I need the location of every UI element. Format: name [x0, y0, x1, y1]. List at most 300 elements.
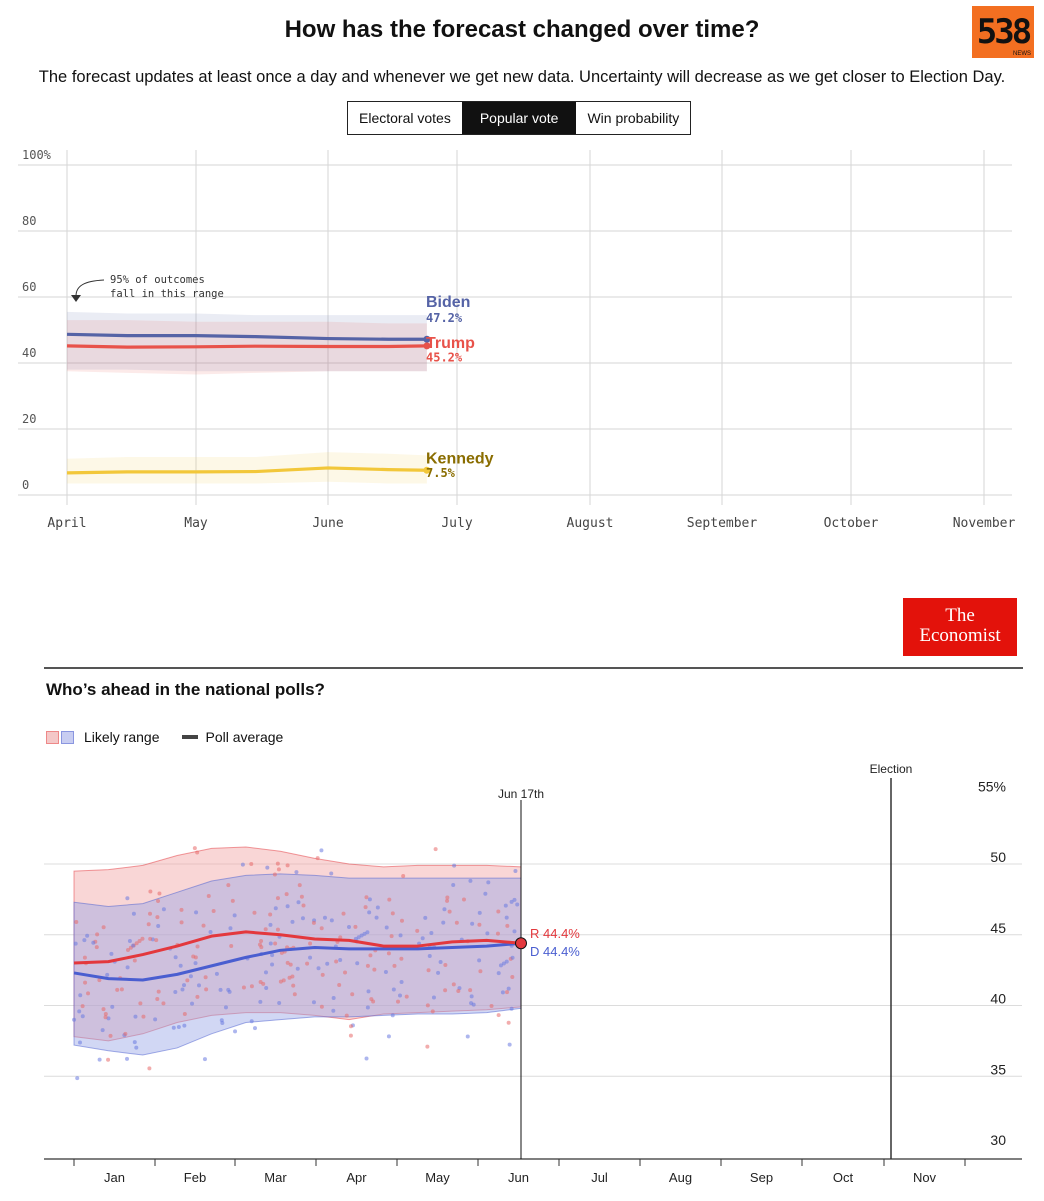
legend-swatch-red [46, 731, 59, 744]
marker-label-jun17: Jun 17th [497, 787, 545, 801]
poll-dot [470, 994, 474, 998]
poll-dot [276, 928, 280, 932]
poll-dot [425, 1045, 429, 1049]
poll-dot [190, 1002, 194, 1006]
poll-dot [120, 987, 124, 991]
y-tick-label: 35 [990, 1061, 1006, 1078]
poll-dot [334, 959, 338, 963]
poll-dot [182, 1024, 186, 1028]
poll-dot [85, 934, 89, 938]
tab-win-probability[interactable]: Win probability [576, 102, 690, 134]
poll-dot [319, 848, 323, 852]
poll-dot [162, 907, 166, 911]
poll-dot [229, 944, 233, 948]
poll-dot [431, 1009, 435, 1013]
legend-line-swatch [182, 735, 198, 739]
chart-title-economist: Who’s ahead in the national polls? [46, 680, 325, 699]
poll-dot [224, 1005, 228, 1009]
poll-dot [366, 964, 370, 968]
legend-likely-range: Likely range [84, 729, 160, 745]
poll-dot [81, 1004, 85, 1008]
y-tick-label: 40 [990, 990, 1006, 1007]
x-tick-label: June [312, 516, 344, 531]
poll-dot [133, 1015, 137, 1019]
poll-dot [308, 956, 312, 960]
poll-dot [106, 1058, 110, 1062]
poll-dot [293, 992, 297, 996]
poll-dot [462, 898, 466, 902]
poll-dot [368, 953, 372, 957]
series-name-label: Trump [426, 335, 475, 353]
y-tick-label: 0 [22, 478, 30, 492]
poll-dot [400, 980, 404, 984]
poll-dot [376, 905, 380, 909]
poll-dot [353, 925, 357, 929]
poll-dot [173, 990, 177, 994]
poll-dot [101, 1028, 105, 1032]
poll-dot [445, 899, 449, 903]
poll-dot [98, 1058, 102, 1062]
poll-dot [399, 933, 403, 937]
x-tick-label: Jul [591, 1170, 608, 1185]
poll-dot [183, 1012, 187, 1016]
poll-dot [486, 880, 490, 884]
poll-dot [78, 993, 82, 997]
poll-dot [504, 904, 508, 908]
poll-dot [478, 911, 482, 915]
poll-dot [147, 1066, 151, 1070]
poll-dot [396, 1000, 400, 1004]
poll-dot [203, 1057, 207, 1061]
poll-dot [155, 915, 159, 919]
poll-dot [215, 972, 219, 976]
series-name-label: Kennedy [426, 450, 494, 468]
poll-dot [400, 919, 404, 923]
poll-dot [434, 847, 438, 851]
poll-dot [194, 955, 198, 959]
poll-dot [512, 929, 516, 933]
poll-dot [312, 921, 316, 925]
poll-dot [132, 912, 136, 916]
poll-dot [264, 927, 268, 931]
x-tick-label: Nov [912, 1170, 937, 1185]
poll-dot [228, 990, 232, 994]
view-tabs [347, 101, 691, 135]
chart-subtitle-538: The forecast updates at least once a day and whenever we get new data. Uncertainty will decrease as we get closer to Election Day. [38, 68, 1006, 86]
poll-dot [153, 1017, 157, 1021]
x-tick-label: July [441, 516, 473, 531]
poll-dot [349, 1034, 353, 1038]
poll-dot [325, 962, 329, 966]
poll-dot [126, 965, 130, 969]
x-tick-label: Apr [346, 1170, 367, 1185]
poll-dot [466, 1035, 470, 1039]
poll-dot [345, 1014, 349, 1018]
poll-dot [290, 920, 294, 924]
poll-dot [392, 988, 396, 992]
logo-economist [903, 598, 1017, 656]
poll-dot [83, 956, 87, 960]
poll-dot [426, 1003, 430, 1007]
poll-dot [367, 989, 371, 993]
poll-dot [249, 862, 253, 866]
y-tick-label: 100% [22, 148, 51, 162]
poll-dot [477, 958, 481, 962]
poll-dot [375, 916, 379, 920]
y-tick-label: 45 [990, 919, 1006, 936]
poll-dot [405, 995, 409, 999]
x-tick-label: August [566, 516, 614, 531]
poll-dot [274, 906, 278, 910]
poll-dot [156, 924, 160, 928]
poll-dot [155, 997, 159, 1001]
poll-dot [250, 984, 254, 988]
poll-dot [401, 874, 405, 878]
poll-dot [241, 863, 245, 867]
poll-dot [259, 939, 263, 943]
poll-dot [125, 1057, 129, 1061]
poll-dot [421, 936, 425, 940]
poll-dot [95, 932, 99, 936]
poll-dot [179, 964, 183, 968]
poll-dot [172, 1026, 176, 1030]
poll-dot [231, 899, 235, 903]
poll-dot [253, 1026, 257, 1030]
poll-dot [109, 952, 113, 956]
poll-dot [115, 988, 119, 992]
x-tick-label: Jan [104, 1170, 125, 1185]
poll-dot [133, 958, 137, 962]
poll-dot [286, 863, 290, 867]
poll-dot [109, 1034, 113, 1038]
poll-dot [259, 980, 263, 984]
x-tick-label: Jun [508, 1170, 529, 1185]
poll-dot [128, 939, 132, 943]
poll-dot [331, 1009, 335, 1013]
poll-dot [505, 924, 509, 928]
poll-dot [148, 912, 152, 916]
series-value-label: 7.5% [426, 465, 455, 480]
forecast-chart-538 [0, 140, 1044, 540]
poll-dot [252, 911, 256, 915]
poll-dot [439, 960, 443, 964]
poll-dot [317, 966, 321, 970]
poll-dot [226, 883, 230, 887]
annotation-arrow [76, 280, 104, 296]
divider-rule [44, 667, 1023, 669]
poll-dot [387, 1034, 391, 1038]
poll-dot [277, 867, 281, 871]
poll-dot [501, 990, 505, 994]
poll-dot [273, 942, 277, 946]
poll-dot [212, 909, 216, 913]
poll-dot [156, 899, 160, 903]
poll-dot [185, 978, 189, 982]
poll-dot [302, 904, 306, 908]
series-line-trump [67, 346, 427, 347]
poll-dot [367, 910, 371, 914]
poll-dot [104, 1012, 108, 1016]
poll-dot [448, 910, 452, 914]
x-tick-label: Sep [749, 1170, 774, 1185]
series-value-label: 45.2% [426, 350, 463, 365]
poll-dot [195, 850, 199, 854]
poll-dot [204, 975, 208, 979]
poll-dot [387, 951, 391, 955]
poll-dot [194, 961, 198, 965]
poll-dot [250, 1019, 254, 1023]
poll-dot [365, 1057, 369, 1061]
poll-dot [91, 941, 95, 945]
poll-dot [102, 925, 106, 929]
poll-dot [455, 921, 459, 925]
poll-dot [289, 963, 293, 967]
poll-dot [349, 1024, 353, 1028]
poll-dot [242, 985, 246, 989]
poll-dot [140, 937, 144, 941]
poll-dot [316, 856, 320, 860]
poll-dot [415, 929, 419, 933]
poll-dot [330, 918, 334, 922]
poll-dot [74, 920, 78, 924]
poll-dot [350, 992, 354, 996]
poll-dot [366, 1005, 370, 1009]
poll-dot [193, 846, 197, 850]
poll-dot [469, 1001, 473, 1005]
poll-dot [270, 963, 274, 967]
poll-dot [507, 987, 511, 991]
y-tick-label: 50 [990, 849, 1006, 865]
logo-538-news: NEWS [1013, 51, 1031, 57]
poll-dot [209, 930, 213, 934]
poll-dot [196, 944, 200, 948]
logo-538-text: 538 [976, 12, 1030, 52]
marker-label-election: Election [869, 762, 913, 776]
poll-dot [123, 1032, 127, 1036]
poll-dot [337, 983, 341, 987]
x-tick-label: May [184, 516, 208, 531]
poll-dot [365, 930, 369, 934]
x-tick-label: November [952, 516, 1016, 531]
poll-dot [264, 970, 268, 974]
poll-dot [180, 920, 184, 924]
poll-dot [505, 916, 509, 920]
poll-dot [398, 993, 402, 997]
poll-dot [264, 986, 268, 990]
end-label-r: R 44.4% [530, 926, 580, 942]
poll-dot [157, 892, 161, 896]
poll-dot [442, 907, 446, 911]
poll-dot [338, 958, 342, 962]
poll-dot [478, 969, 482, 973]
poll-dot [321, 973, 325, 977]
poll-dot [75, 1076, 79, 1080]
poll-dot [485, 931, 489, 935]
poll-dot [177, 1025, 181, 1029]
y-tick-label: 30 [990, 1132, 1006, 1148]
poll-dot [355, 961, 359, 965]
poll-dot [95, 945, 99, 949]
poll-dot [510, 975, 514, 979]
poll-dot [290, 974, 294, 978]
poll-dot [282, 978, 286, 982]
poll-dot [428, 954, 432, 958]
poll-dot [312, 1000, 316, 1004]
poll-dot [204, 987, 208, 991]
poll-dot [399, 957, 403, 961]
x-tick-label: October [823, 516, 879, 531]
poll-dot [390, 934, 394, 938]
poll-dot [138, 1001, 142, 1005]
tab-popular-vote[interactable]: Popular vote [462, 102, 577, 134]
poll-dot [110, 1005, 114, 1009]
poll-dot [74, 942, 78, 946]
logo-economist-line1: The [945, 605, 975, 626]
poll-dot [496, 932, 500, 936]
x-tick-label: Oct [832, 1170, 854, 1185]
x-tick-label: Mar [264, 1170, 287, 1185]
poll-dot [258, 1000, 262, 1004]
poll-dot [308, 941, 312, 945]
annotation-line-1: 95% of outcomes [110, 274, 205, 286]
x-tick-label: September [686, 516, 758, 531]
poll-dot [161, 1001, 165, 1005]
poll-dot [291, 984, 295, 988]
x-tick-label: May [425, 1170, 450, 1185]
poll-dot [182, 983, 186, 987]
poll-dot [477, 923, 481, 927]
poll-dot [470, 922, 474, 926]
poll-dot [273, 872, 277, 876]
poll-dot [154, 938, 158, 942]
poll-dot [141, 1015, 145, 1019]
poll-dot [174, 955, 178, 959]
poll-dot [202, 924, 206, 928]
poll-dot [228, 926, 232, 930]
poll-dot [443, 963, 447, 967]
poll-dot [269, 942, 273, 946]
poll-dot [268, 923, 272, 927]
y-tick-label: 40 [22, 346, 37, 360]
y-tick-label: 55% [977, 778, 1006, 795]
poll-dot [189, 974, 193, 978]
poll-dot [452, 864, 456, 868]
annotation-line-2: fall in this range [110, 288, 224, 300]
polls-chart-economist [0, 750, 1044, 1200]
poll-dot [180, 987, 184, 991]
poll-dot [384, 970, 388, 974]
poll-dot [432, 995, 436, 999]
end-label-d: D 44.4% [530, 944, 580, 960]
poll-dot [83, 981, 87, 985]
poll-dot [86, 991, 90, 995]
tab-electoral-votes[interactable]: Electoral votes [348, 102, 462, 134]
x-tick-label: Aug [668, 1170, 693, 1185]
logo-538 [972, 6, 1034, 58]
poll-dot [298, 883, 302, 887]
poll-dot [392, 964, 396, 968]
logo-economist-line2: Economist [919, 624, 1001, 646]
series-value-label: 47.2% [426, 310, 463, 325]
poll-dot [497, 971, 501, 975]
poll-dot [510, 1007, 514, 1011]
poll-dot [387, 898, 391, 902]
poll-dot [490, 1004, 494, 1008]
y-tick-label: 60 [22, 280, 37, 294]
poll-dot [148, 937, 152, 941]
poll-dot [233, 913, 237, 917]
poll-dot [134, 1046, 138, 1050]
poll-dot [368, 897, 372, 901]
poll-dot [265, 866, 269, 870]
poll-dot [452, 982, 456, 986]
poll-dot [507, 1021, 511, 1025]
poll-dot [77, 1009, 81, 1013]
poll-dot [305, 962, 309, 966]
poll-dot [133, 1040, 137, 1044]
poll-dot [276, 862, 280, 866]
poll-dot [157, 990, 161, 994]
poll-dot [220, 1021, 224, 1025]
endpoint-dot [516, 938, 527, 949]
poll-dot [195, 995, 199, 999]
poll-dot [496, 909, 500, 913]
poll-dot [258, 943, 262, 947]
poll-dot [219, 988, 223, 992]
poll-dot [456, 989, 460, 993]
poll-dot [300, 895, 304, 899]
poll-dot [391, 911, 395, 915]
poll-dot [364, 895, 368, 899]
poll-dot [320, 1005, 324, 1009]
poll-dot [443, 988, 447, 992]
poll-dot [505, 990, 509, 994]
poll-dot [294, 870, 298, 874]
annotation-arrowhead [71, 295, 81, 302]
y-tick-label: 20 [22, 412, 37, 426]
legend-poll-average: Poll average [205, 729, 284, 745]
poll-dot [207, 894, 211, 898]
poll-dot [296, 967, 300, 971]
poll-dot [332, 996, 336, 1000]
poll-dot [148, 889, 152, 893]
poll-dot [385, 926, 389, 930]
poll-dot [323, 916, 327, 920]
poll-dot [194, 910, 198, 914]
poll-dot [147, 922, 151, 926]
poll-dot [72, 1018, 76, 1022]
poll-dot [369, 997, 373, 1001]
poll-dot [512, 898, 516, 902]
poll-dot [513, 869, 517, 873]
poll-dot [427, 968, 431, 972]
poll-dot [347, 925, 351, 929]
poll-dot [483, 892, 487, 896]
chart-title-538: How has the forecast changed over time? [284, 16, 760, 43]
poll-dot [276, 896, 280, 900]
poll-dot [342, 912, 346, 916]
poll-dot [78, 1040, 82, 1044]
poll-dot [508, 1043, 512, 1047]
poll-dot [179, 908, 183, 912]
poll-dot [268, 913, 272, 917]
poll-dot [131, 944, 135, 948]
poll-dot [468, 988, 472, 992]
poll-dot [81, 1014, 85, 1018]
series-name-label: Biden [426, 293, 471, 311]
poll-dot [301, 916, 305, 920]
poll-dot [320, 926, 324, 930]
